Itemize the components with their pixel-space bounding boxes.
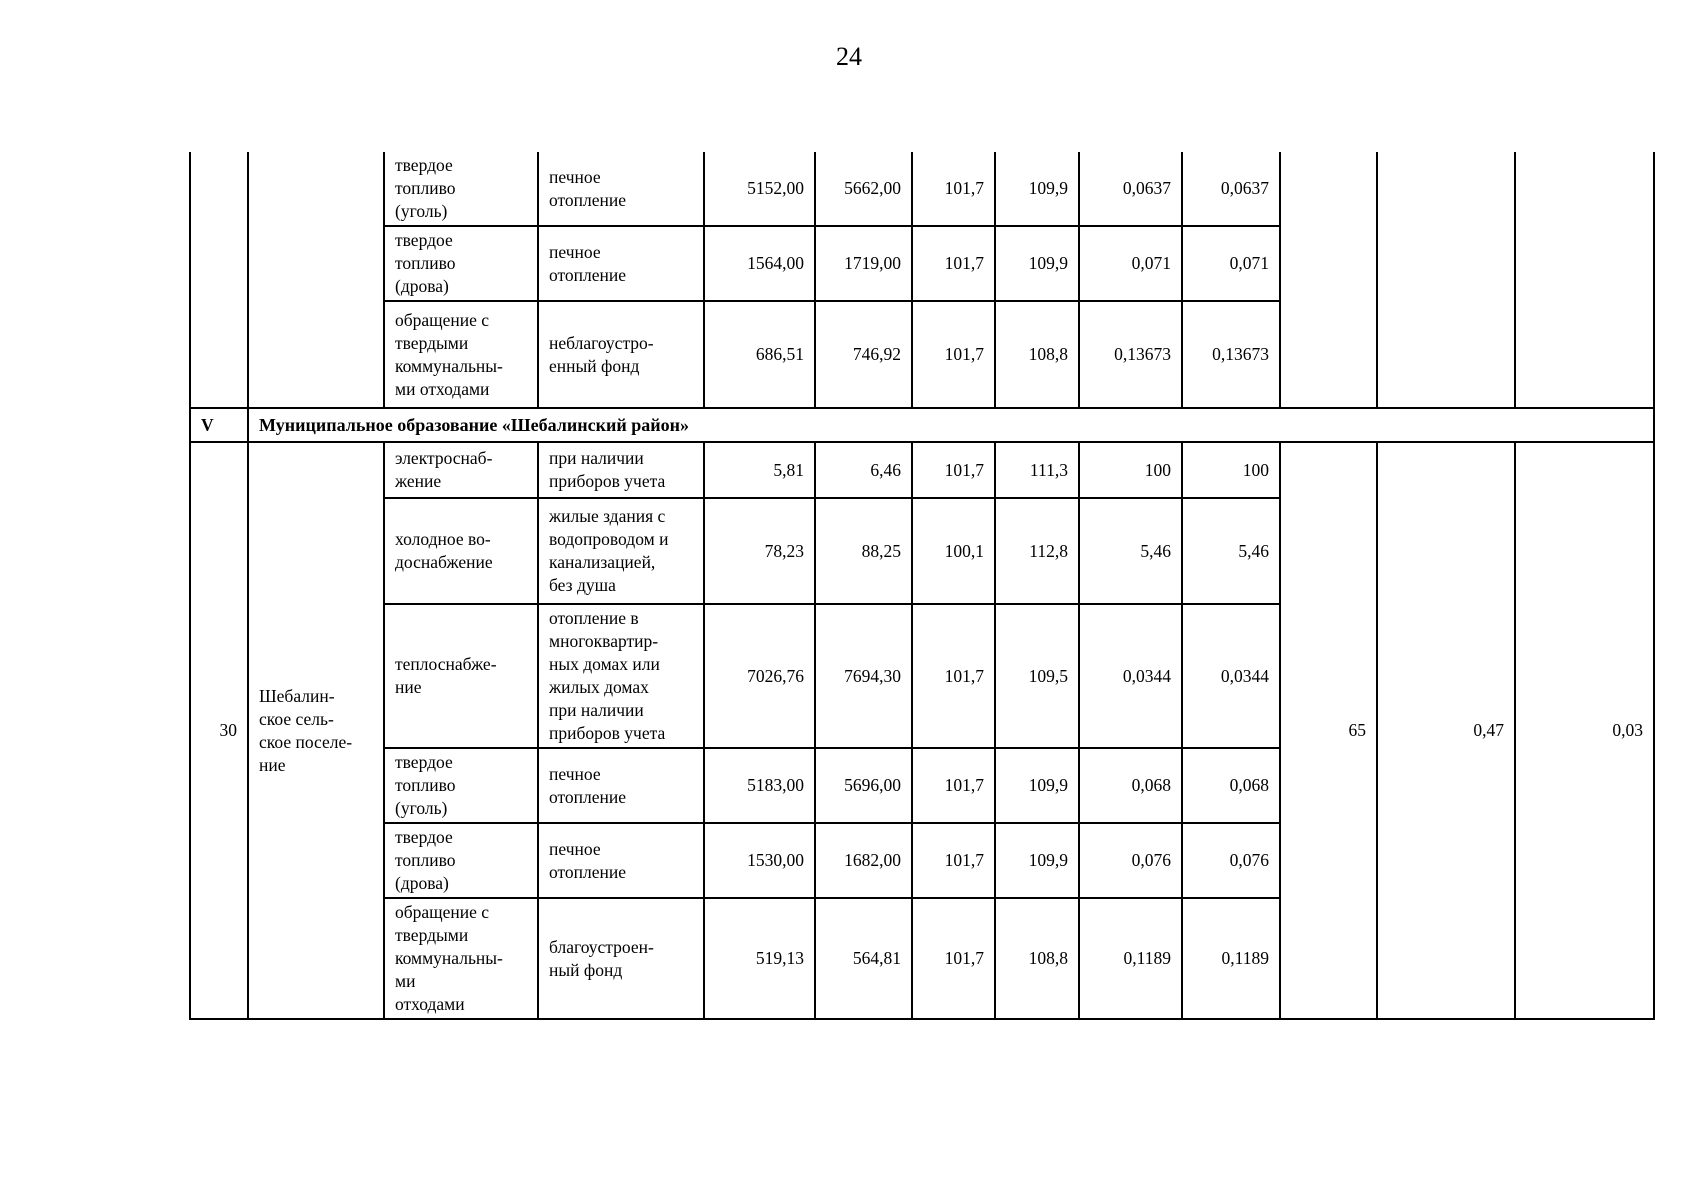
value-cell: 109,9 — [995, 226, 1079, 301]
category-cell: печное отопление — [538, 748, 704, 823]
value-cell: 0,068 — [1079, 748, 1182, 823]
value-cell: 101,7 — [912, 301, 995, 408]
value-cell: 0,0637 — [1182, 152, 1280, 226]
service-cell: твердое топливо (дрова) — [384, 226, 538, 301]
value-cell: 0,13673 — [1182, 301, 1280, 408]
value-cell: 101,7 — [912, 226, 995, 301]
value-cell: 0,0344 — [1182, 604, 1280, 748]
tariff-table — [189, 152, 1655, 1020]
value-cell: 101,7 — [912, 898, 995, 1019]
value-cell: 100 — [1079, 442, 1182, 498]
category-cell: благоустроен- ный фонд — [538, 898, 704, 1019]
value-cell: 5662,00 — [815, 152, 912, 226]
value-cell: 5696,00 — [815, 748, 912, 823]
value-cell: 111,3 — [995, 442, 1079, 498]
value-cell: 109,9 — [995, 823, 1079, 898]
value-cell: 108,8 — [995, 301, 1079, 408]
value-cell: 5,46 — [1079, 498, 1182, 604]
empty-cell — [1377, 152, 1515, 408]
value-cell: 1682,00 — [815, 823, 912, 898]
value-cell: 6,46 — [815, 442, 912, 498]
value-cell: 100,1 — [912, 498, 995, 604]
value-cell: 100 — [1182, 442, 1280, 498]
value-cell: 5152,00 — [704, 152, 815, 226]
section-title: Муниципальное образование «Шебалинский район» — [248, 408, 1654, 442]
value-cell: 564,81 — [815, 898, 912, 1019]
value-cell: 109,5 — [995, 604, 1079, 748]
value-cell: 0,1189 — [1182, 898, 1280, 1019]
value-cell: 101,7 — [912, 604, 995, 748]
service-cell: обращение с твердыми коммунальны- ми отходами — [384, 898, 538, 1019]
service-cell: теплоснабже- ние — [384, 604, 538, 748]
value-cell: 5183,00 — [704, 748, 815, 823]
summary-cell: 0,47 — [1377, 442, 1515, 1019]
category-cell: печное отопление — [538, 152, 704, 226]
value-cell: 0,071 — [1079, 226, 1182, 301]
value-cell: 109,9 — [995, 748, 1079, 823]
service-cell: твердое топливо (дрова) — [384, 823, 538, 898]
empty-cell — [1280, 152, 1377, 408]
value-cell: 101,7 — [912, 442, 995, 498]
value-cell: 519,13 — [704, 898, 815, 1019]
category-cell: печное отопление — [538, 226, 704, 301]
value-cell: 5,46 — [1182, 498, 1280, 604]
value-cell: 0,076 — [1079, 823, 1182, 898]
value-cell: 101,7 — [912, 823, 995, 898]
value-cell: 101,7 — [912, 152, 995, 226]
value-cell: 0,068 — [1182, 748, 1280, 823]
value-cell: 88,25 — [815, 498, 912, 604]
value-cell: 0,13673 — [1079, 301, 1182, 408]
category-cell: жилые здания с водопроводом и канализацией, без душа — [538, 498, 704, 604]
value-cell: 746,92 — [815, 301, 912, 408]
index-cell — [190, 152, 248, 408]
category-cell: при наличии приборов учета — [538, 442, 704, 498]
value-cell: 0,071 — [1182, 226, 1280, 301]
service-cell: твердое топливо (уголь) — [384, 152, 538, 226]
category-cell: неблагоустро- енный фонд — [538, 301, 704, 408]
value-cell: 112,8 — [995, 498, 1079, 604]
page-number: 24 — [836, 42, 862, 71]
table-row — [190, 442, 1654, 498]
category-cell: печное отопление — [538, 823, 704, 898]
value-cell: 7026,76 — [704, 604, 815, 748]
service-cell: твердое топливо (уголь) — [384, 748, 538, 823]
value-cell: 1719,00 — [815, 226, 912, 301]
value-cell: 0,076 — [1182, 823, 1280, 898]
row-index: 30 — [190, 442, 248, 1019]
value-cell: 108,8 — [995, 898, 1079, 1019]
municipality-cell — [248, 152, 384, 408]
service-cell: холодное во- доснабжение — [384, 498, 538, 604]
value-cell: 0,0637 — [1079, 152, 1182, 226]
section-row — [190, 408, 1654, 442]
summary-cell: 65 — [1280, 442, 1377, 1019]
value-cell: 0,0344 — [1079, 604, 1182, 748]
value-cell: 109,9 — [995, 152, 1079, 226]
empty-cell — [1515, 152, 1654, 408]
value-cell: 1530,00 — [704, 823, 815, 898]
category-cell: отопление в многоквартир- ных домах или жилых домах при наличии приборов учета — [538, 604, 704, 748]
service-cell: электроснаб- жение — [384, 442, 538, 498]
value-cell: 5,81 — [704, 442, 815, 498]
value-cell: 0,1189 — [1079, 898, 1182, 1019]
municipality-name: Шебалин- ское сель- ское поселе- ние — [248, 442, 384, 1019]
value-cell: 1564,00 — [704, 226, 815, 301]
value-cell: 686,51 — [704, 301, 815, 408]
value-cell: 78,23 — [704, 498, 815, 604]
section-roman: V — [190, 408, 248, 442]
table-row — [190, 152, 1654, 226]
service-cell: обращение с твердыми коммунальны- ми отходами — [384, 301, 538, 408]
summary-cell: 0,03 — [1515, 442, 1654, 1019]
value-cell: 101,7 — [912, 748, 995, 823]
value-cell: 7694,30 — [815, 604, 912, 748]
